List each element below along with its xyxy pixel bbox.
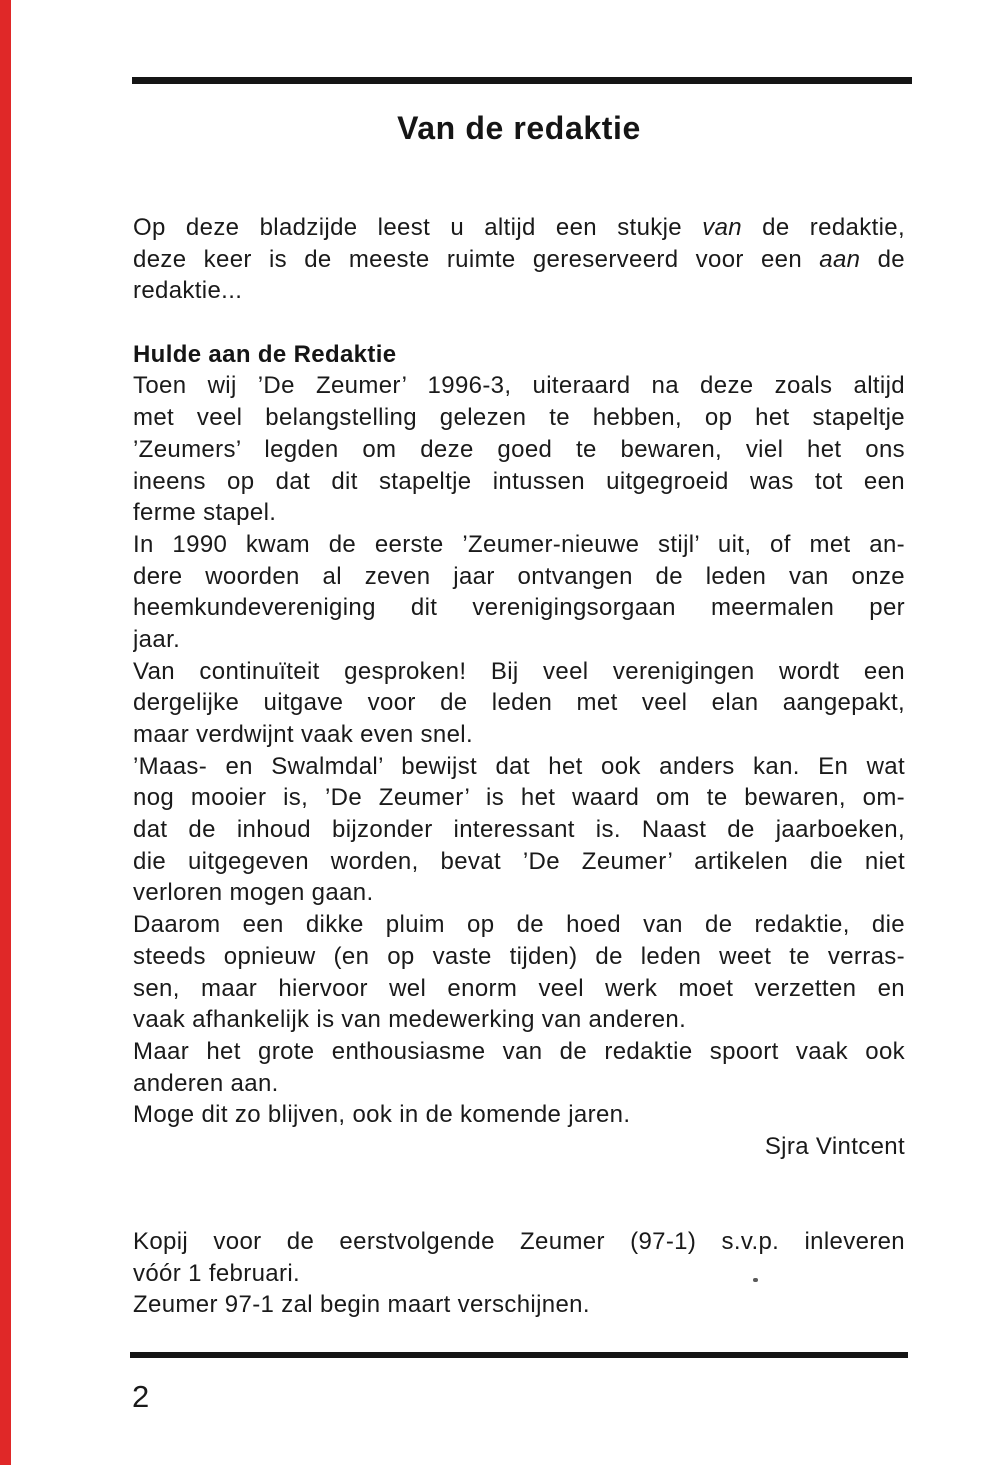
text-line: Op deze bladzijde leest u altijd een stukje van de redaktie, xyxy=(133,214,905,241)
text-line: redaktie... xyxy=(133,277,243,305)
text-line: die uitgegeven worden, bevat ’De Zeumer’ artikelen die niet xyxy=(133,847,905,875)
section-heading: Hulde aan de Redaktie xyxy=(133,340,397,368)
bottom-rule xyxy=(130,1352,908,1358)
text-line: jaar. xyxy=(133,625,181,653)
text-line: dere woorden al zeven jaar ontvangen de leden van onze xyxy=(133,562,905,590)
blank-line xyxy=(133,1163,905,1195)
scan-speck xyxy=(753,1278,758,1282)
text-line: Kopij voor de eerstvolgende Zeumer (97-1) s.v.p. inleveren xyxy=(133,1228,905,1255)
text-line: ferme stapel. xyxy=(133,499,277,527)
text-line: dergelijke uitgave voor de leden met veel elan aangepakt, xyxy=(133,689,905,717)
text-line: Toen wij ’De Zeumer’ 1996-3, uiteraard na deze zoals altijd xyxy=(133,372,905,400)
text-line: verloren mogen gaan. xyxy=(133,879,374,907)
text-line: steeds opnieuw (en op vaste tijden) de leden weet te verras- xyxy=(133,942,905,970)
top-rule xyxy=(132,77,912,84)
text-line: ineens op dat dit stapeltje intussen uitgegroeid was tot een xyxy=(133,467,905,495)
book-edge-strip xyxy=(0,0,11,1465)
text-line: ’Zeumers’ legden om deze goed te bewaren, viel het ons xyxy=(133,435,905,463)
text-line: Zeumer 97-1 zal begin maart verschijnen. xyxy=(133,1291,590,1319)
text-line: Daarom een dikke pluim op de hoed van de redaktie, die xyxy=(133,911,905,939)
text-line: vóór 1 februari. xyxy=(133,1259,301,1287)
text-line: met veel belangstelling gelezen te hebben, op het stapeltje xyxy=(133,404,905,432)
text-line: Maar het grote enthousiasme van de redaktie spoort vaak ook xyxy=(133,1037,905,1065)
blank-line xyxy=(133,307,905,339)
text-column xyxy=(133,212,905,1321)
text-line: Moge dit zo blijven, ook in de komende jaren. xyxy=(133,1101,631,1129)
blank-line xyxy=(133,1194,905,1226)
text-line: Van continuïteit gesproken! Bij veel verenigingen wordt een xyxy=(133,657,905,685)
text-line: anderen aan. xyxy=(133,1069,279,1097)
text-line: sen, maar hiervoor wel enorm veel werk moet verzetten en xyxy=(133,974,905,1002)
text-line: In 1990 kwam de eerste ’Zeumer-nieuwe stijl’ uit, of met an- xyxy=(133,530,905,558)
page-title: Van de redaktie xyxy=(397,110,641,146)
signature-line: Sjra Vintcent xyxy=(764,1132,905,1160)
text-line: ’Maas- en Swalmdal’ bewijst dat het ook anders kan. En wat xyxy=(133,752,905,780)
text-line: maar verdwijnt vaak even snel. xyxy=(133,721,473,748)
text-line: deze keer is de meeste ruimte gereserveerd voor een aan de xyxy=(133,245,905,273)
text-line: vaak afhankelijk is van medewerking van anderen. xyxy=(133,1006,687,1034)
text-line: nog mooier is, ’De Zeumer’ is het waard om te bewaren, om- xyxy=(133,784,905,812)
text-line: heemkundevereniging dit verenigingsorgaan meermalen per xyxy=(133,594,905,622)
page-number: 2 xyxy=(132,1379,150,1414)
text-line: dat de inhoud bijzonder interessant is. Naast de jaarboeken, xyxy=(133,816,905,844)
